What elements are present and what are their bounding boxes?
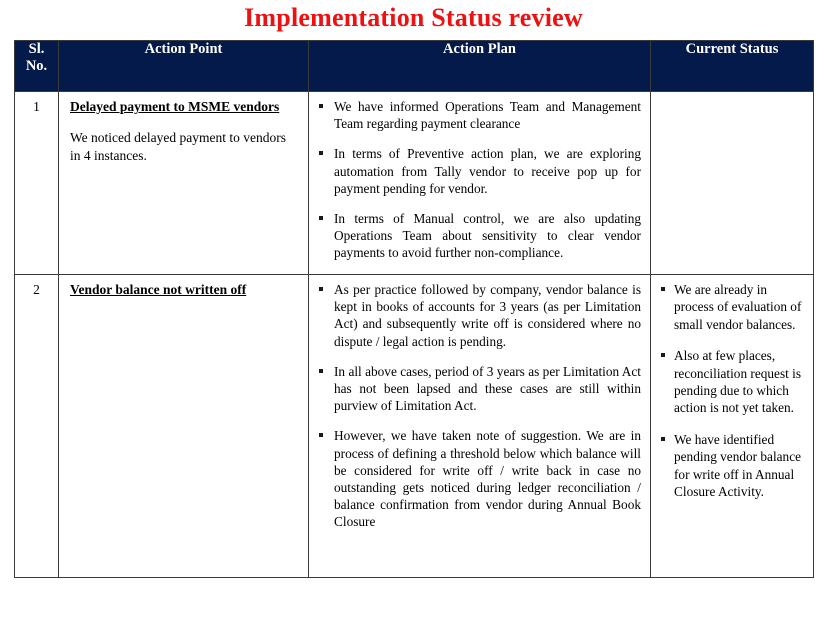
table-row (15, 275, 814, 578)
cell-sl-no: 1 (15, 92, 59, 275)
action-plan-list (317, 281, 641, 531)
cell-action-plan (309, 92, 651, 275)
page-title: Implementation Status review (244, 3, 583, 32)
list-item: In all above cases, period of 3 years as per Limitation Act has not been lapsed and these cases are still within purview of Limitation Act. (317, 363, 641, 415)
list-item: Also at few places, reconciliation request is pending due to which action is not yet taken. (659, 347, 805, 417)
current-status-list (659, 281, 805, 500)
list-item: However, we have taken note of suggestion. We are in process of defining a threshold below which balance will be considered for write off / write back in case no outstanding gets noticed during ledger reconciliation / balance confirmation from vendor during Annual Book Closure (317, 427, 641, 530)
implementation-status-table (14, 40, 814, 578)
table-header (15, 41, 814, 92)
list-item: As per practice followed by company, vendor balance is kept in books of accounts for 3 years (as per Limitation Act) and subsequently write off is considered where no dispute / legal action is pending. (317, 281, 641, 350)
column-header-current-status: Current Status (651, 41, 814, 92)
cell-current-status (651, 275, 814, 578)
table-header-row (15, 41, 814, 92)
cell-action-point (59, 92, 309, 275)
action-plan-list (317, 98, 641, 262)
column-header-sl-no (15, 41, 59, 92)
list-item: We have informed Operations Team and Management Team regarding payment clearance (317, 98, 641, 132)
table-row (15, 92, 814, 275)
column-header-sl-no-line1: Sl. (28, 41, 45, 57)
list-item: We have identified pending vendor balance for write off in Annual Closure Activity. (659, 431, 805, 501)
action-point-heading: Vendor balance not written off (70, 282, 247, 297)
column-header-sl-no-line2: No. (25, 58, 48, 74)
column-header-action-point: Action Point (59, 41, 309, 92)
list-item: In terms of Manual control, we are also updating Operations Team about sensitivity to clear vendor payments to avoid further non-compliance. (317, 210, 641, 262)
cell-action-plan (309, 275, 651, 578)
action-point-body: We noticed delayed payment to vendors in 4 instances. (70, 130, 286, 163)
table-body (15, 92, 814, 578)
cell-sl-no: 2 (15, 275, 59, 578)
list-item: We are already in process of evaluation of small vendor balances. (659, 281, 805, 333)
column-header-action-plan: Action Plan (309, 41, 651, 92)
cell-current-status (651, 92, 814, 275)
cell-action-point (59, 275, 309, 578)
list-item: In terms of Preventive action plan, we are exploring automation from Tally vendor to receive pop up for payment pending for vendor. (317, 145, 641, 197)
action-point-heading: Delayed payment to MSME vendors (70, 99, 280, 114)
